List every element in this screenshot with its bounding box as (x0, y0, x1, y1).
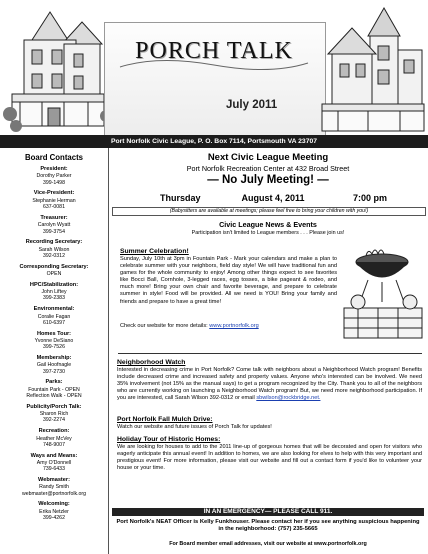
contact-detail: 748-9007 (43, 441, 65, 448)
contact-role: Environmental: (33, 306, 75, 313)
contact-detail: Fountain Park - OPEN (28, 386, 80, 393)
contact-detail: 637-0081 (43, 204, 65, 211)
contact-detail: 392-2274 (43, 417, 65, 424)
summer-website-line (120, 323, 337, 330)
contact-role: Vice-President: (33, 190, 75, 197)
footer-note: For Board member email addresses, visit our website at www.portnorfolk.org (169, 541, 367, 547)
contact-detail: OPEN (46, 271, 62, 277)
contact-detail: 399-4262 (43, 515, 65, 521)
news-heading: Civic League News & Events (219, 220, 317, 229)
contact-detail: Stephanie Herman (32, 197, 76, 204)
contact-role: Parks: (45, 379, 63, 386)
contact-role: Webmaster: (38, 476, 70, 483)
contact-detail: Erika Netzler (39, 508, 69, 515)
contact-role: Recording Secretary: (25, 239, 83, 246)
contact-role: Corresponding Secretary: (19, 263, 89, 270)
contact-detail: 399-7526 (43, 344, 65, 351)
contact-detail: 399-1498 (43, 179, 65, 186)
contact-role: Ways and Means: (30, 452, 78, 459)
contact-detail: Yvonne DeSiano (34, 337, 74, 344)
contact-role: Recreation: (38, 428, 70, 435)
contact-detail: 399-3754 (43, 228, 65, 235)
contact-detail: Sharon Rich (39, 411, 69, 418)
picnic-grill-illustration (338, 240, 426, 344)
contact-role: Homes Tour: (36, 330, 72, 337)
contact-detail: Amy O'Donnell (36, 459, 72, 466)
contact-detail: Heather McVey (36, 435, 72, 442)
watch-email-link[interactable]: sbwilson@rockbridge.net. (256, 395, 321, 402)
no-meeting-notice: — No July Meeting! — (207, 174, 329, 186)
website-link[interactable]: www.portnorfolk.org (209, 323, 259, 329)
contact-detail: John Liftey (41, 289, 67, 296)
contact-detail: Carolyn Wyatt (37, 222, 71, 229)
newsletter-title: PORCH TALK (135, 38, 293, 64)
contact-detail: 397-2730 (43, 368, 65, 375)
meeting-day: Thursday (160, 193, 201, 203)
contact-detail: Randy Smith (39, 484, 69, 491)
watch-text: Interested in decreasing crime in Port Norfolk? Come talk with neighbors about a Neighborhood Watch program! Benefits include decreased crime and increased safety and property values. Anyone who's interested can be involved. We need 35% involvement (not 15% as the manual says) to get a program recognized by the City. Thank you to all of the neighbors who are currently working on launching a Neighborhood Watch program! But, we need more neighborhood participation. If you are interested, call Sarah Wilson 392-0312 or email (117, 367, 422, 402)
neighborhood-watch-body (117, 367, 422, 402)
contact-role: HPC/Stabilization: (29, 281, 79, 288)
neat-officer-note: Port Norfolk's NEAT Officer is Kelly Funkhouser. Please contact her if you see anything suspicious happening in the neighborhood: (757) 235-5665 (116, 519, 420, 533)
meeting-date: August 4, 2011 (241, 193, 305, 203)
news-subheading: Participation isn't limited to League members . . . Please join us! (191, 230, 345, 236)
address-bar: Port Norfolk Civic League, P. O. Box 7114, Portsmouth VA 23707 (0, 135, 428, 148)
summer-celebration-body: Sunday, July 10th at 3pm in Fountain Park - Mark your calendars and make a plan to celebrate summer with your neighbors, field day style! We will have traditional fun and games for the whole community to enjoy! Among other things expect to see favorites like Bocci Ball, Cornhole, 3-legged races, egg tosses, a bike pageant & rodeo, and much more! Bring your own chair and favorite beverage, and prepare to celebrate summer in style! Food will be provided. All we need is YOU! Bring your family and friends and prepare to have a great time! (120, 256, 337, 305)
contact-role: President: (40, 166, 68, 172)
victorian-house-illustration-right (318, 6, 426, 134)
mulch-drive-heading: Port Norfolk Fall Mulch Drive: (117, 416, 213, 423)
masthead (0, 0, 428, 135)
contact-detail: 610-6397 (43, 319, 65, 326)
website-prefix: Check our website for more details: (120, 323, 208, 329)
meeting-heading: Next Civic League Meeting (207, 152, 329, 163)
board-contacts-sidebar (0, 148, 109, 554)
contact-role: Publicity/Porch Talk: (26, 403, 82, 410)
summer-celebration-heading: Summer Celebration! (120, 248, 189, 255)
victorian-house-illustration (2, 4, 114, 134)
board-contacts-heading: Board Contacts (24, 153, 84, 162)
contact-detail: Dorothy Parker (36, 173, 72, 180)
contact-detail: 399-2383 (43, 295, 65, 302)
contact-detail: 392-0312 (43, 252, 65, 259)
contact-role: Treasurer: (40, 214, 68, 221)
section-divider (118, 353, 422, 354)
neighborhood-watch-heading: Neighborhood Watch (117, 359, 186, 366)
contact-detail: Coralie Fagan (37, 313, 71, 320)
holiday-tour-body: We are looking for houses to add to the 2011 line-up of gorgeous homes that will be decorated and open for visitors who eagerly anticipate this annual event! In addition to homes, we are also looking for elves to help with this very important and prestigious event! For more information, please visit our website and fill out a contact form if you'd like to volunteer your house or your time. (117, 444, 422, 472)
meeting-location: Port Norfolk Recreation Center at 432 Broad Street (186, 164, 350, 173)
contact-detail: Sarah Wilson (38, 246, 70, 253)
contact-detail: Reflection Walk - OPEN (26, 393, 82, 399)
contact-detail: Gail Hoofnagle (36, 362, 72, 369)
contact-detail: 739-6433 (43, 466, 65, 473)
meeting-time: 7:00 pm (352, 193, 387, 203)
contact-detail: webmaster@portnorfolk.org (21, 490, 87, 497)
mulch-drive-body: Watch our website and future issues of Porch Talk for updates! (117, 424, 272, 430)
emergency-banner: IN AN EMERGENCY— PLEASE CALL 911. (112, 508, 424, 516)
issue-date: July 2011 (226, 99, 278, 111)
contact-role: Membership: (36, 354, 72, 361)
babysitter-note: (Babysitters are available at meetings; please feel free to bring your children with you!) (112, 207, 426, 216)
contact-role: Welcoming: (38, 501, 70, 508)
holiday-tour-heading: Holiday Tour of Historic Homes: (117, 436, 221, 443)
